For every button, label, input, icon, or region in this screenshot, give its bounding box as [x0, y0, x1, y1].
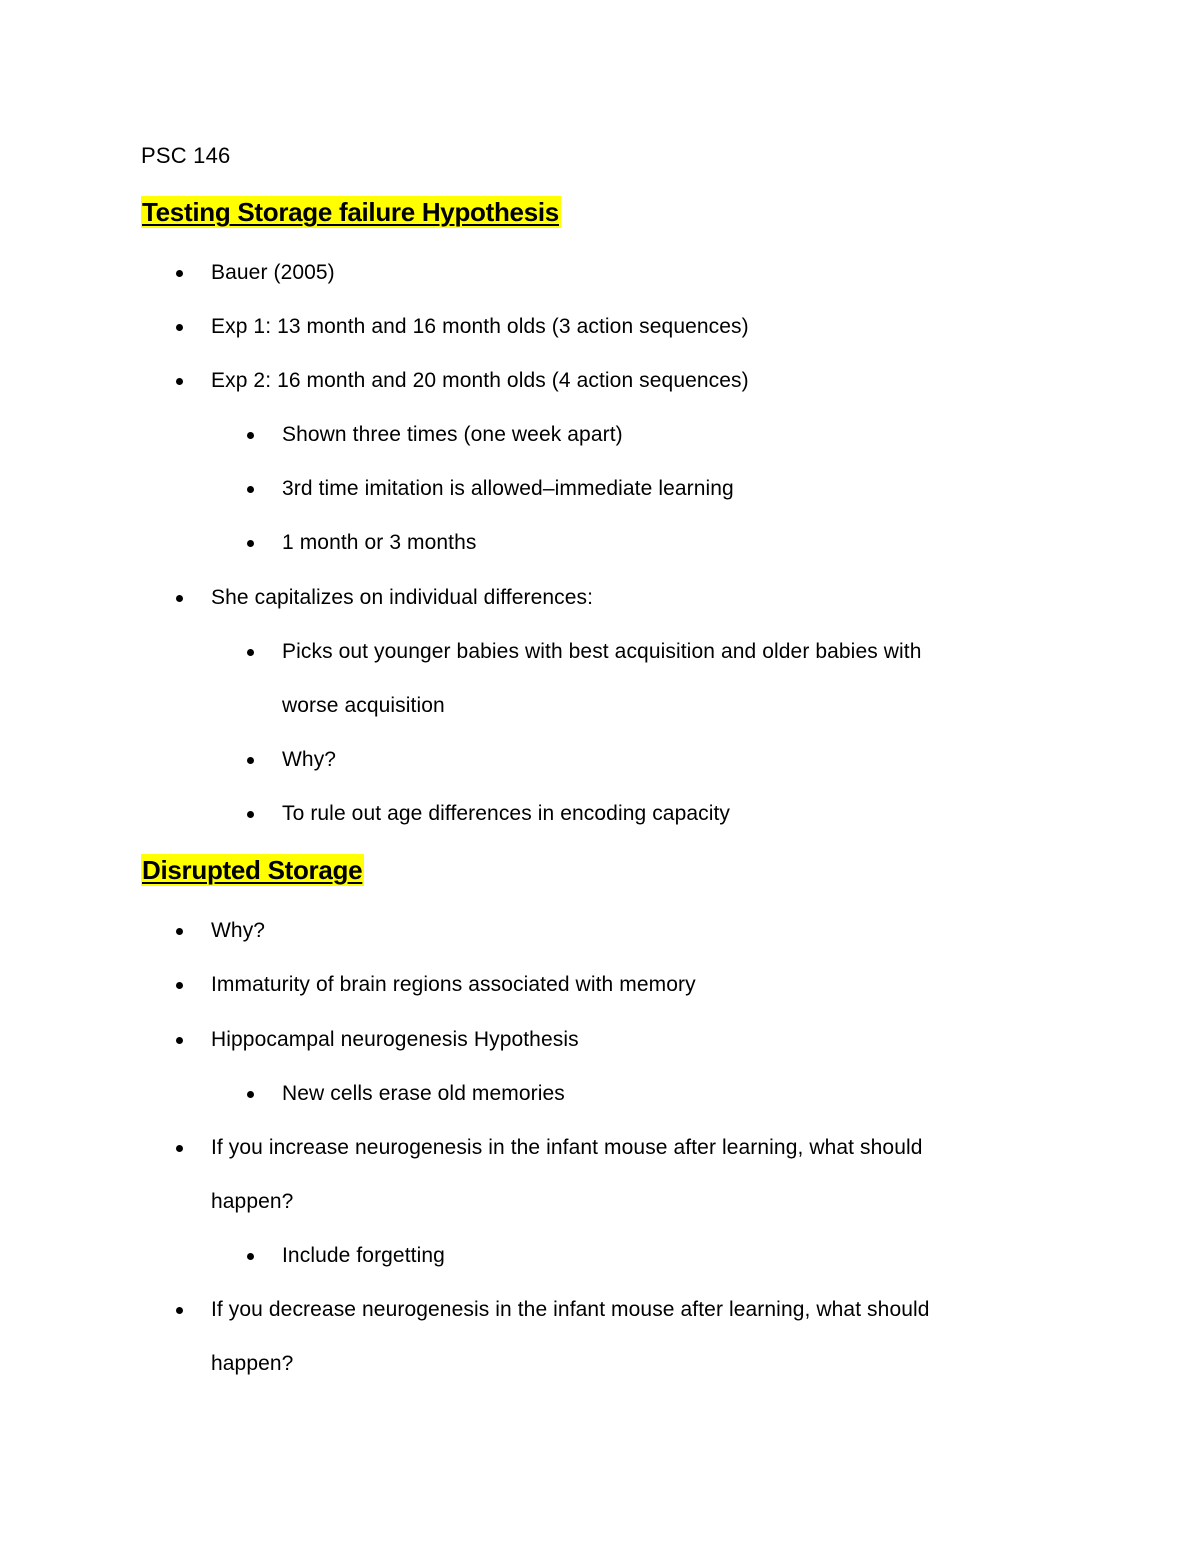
list-item-continuation: worse acquisition	[282, 694, 445, 717]
list-item: Exp 2: 16 month and 20 month olds (4 action sequences)	[211, 369, 749, 392]
list-item: She capitalizes on individual differences:	[211, 586, 594, 609]
bullet-icon	[247, 649, 254, 656]
list-item: If you increase neurogenesis in the infant mouse after learning, what should	[211, 1136, 923, 1159]
list-item-continuation: happen?	[211, 1352, 294, 1375]
list-item: Bauer (2005)	[211, 261, 335, 284]
list-item: 3rd time imitation is allowed–immediate learning	[282, 477, 734, 500]
bullet-icon	[176, 378, 183, 385]
bullet-icon	[247, 540, 254, 547]
list-item: New cells erase old memories	[282, 1082, 565, 1105]
course-code: PSC 146	[141, 143, 231, 168]
bullet-icon	[247, 811, 254, 818]
bullet-icon	[176, 1037, 183, 1044]
bullet-icon	[247, 432, 254, 439]
bullet-icon	[247, 1253, 254, 1260]
bullet-icon	[176, 1307, 183, 1314]
bullet-icon	[247, 1091, 254, 1098]
list-item: To rule out age differences in encoding capacity	[282, 802, 731, 825]
list-item: 1 month or 3 months	[282, 531, 477, 554]
list-item: Shown three times (one week apart)	[282, 423, 623, 446]
list-item: Why?	[211, 919, 266, 942]
bullet-icon	[176, 928, 183, 935]
bullet-icon	[176, 982, 183, 989]
bullet-icon	[176, 1145, 183, 1152]
bullet-icon	[247, 757, 254, 764]
bullet-icon	[176, 595, 183, 602]
list-item: Include forgetting	[282, 1244, 445, 1267]
bullet-icon	[247, 486, 254, 493]
list-item: Why?	[282, 748, 337, 771]
list-item-continuation: happen?	[211, 1190, 294, 1213]
bullet-icon	[176, 270, 183, 277]
list-item: Exp 1: 13 month and 16 month olds (3 action sequences)	[211, 315, 749, 338]
bullet-icon	[176, 324, 183, 331]
list-item: Hippocampal neurogenesis Hypothesis	[211, 1028, 579, 1051]
section-heading-storage-failure: Testing Storage failure Hypothesis	[142, 197, 559, 227]
section-heading-disrupted-storage: Disrupted Storage	[142, 855, 363, 885]
list-item: Picks out younger babies with best acquisition and older babies with	[282, 640, 922, 663]
list-item: Immaturity of brain regions associated with memory	[211, 973, 696, 996]
list-item: If you decrease neurogenesis in the infant mouse after learning, what should	[211, 1298, 930, 1321]
